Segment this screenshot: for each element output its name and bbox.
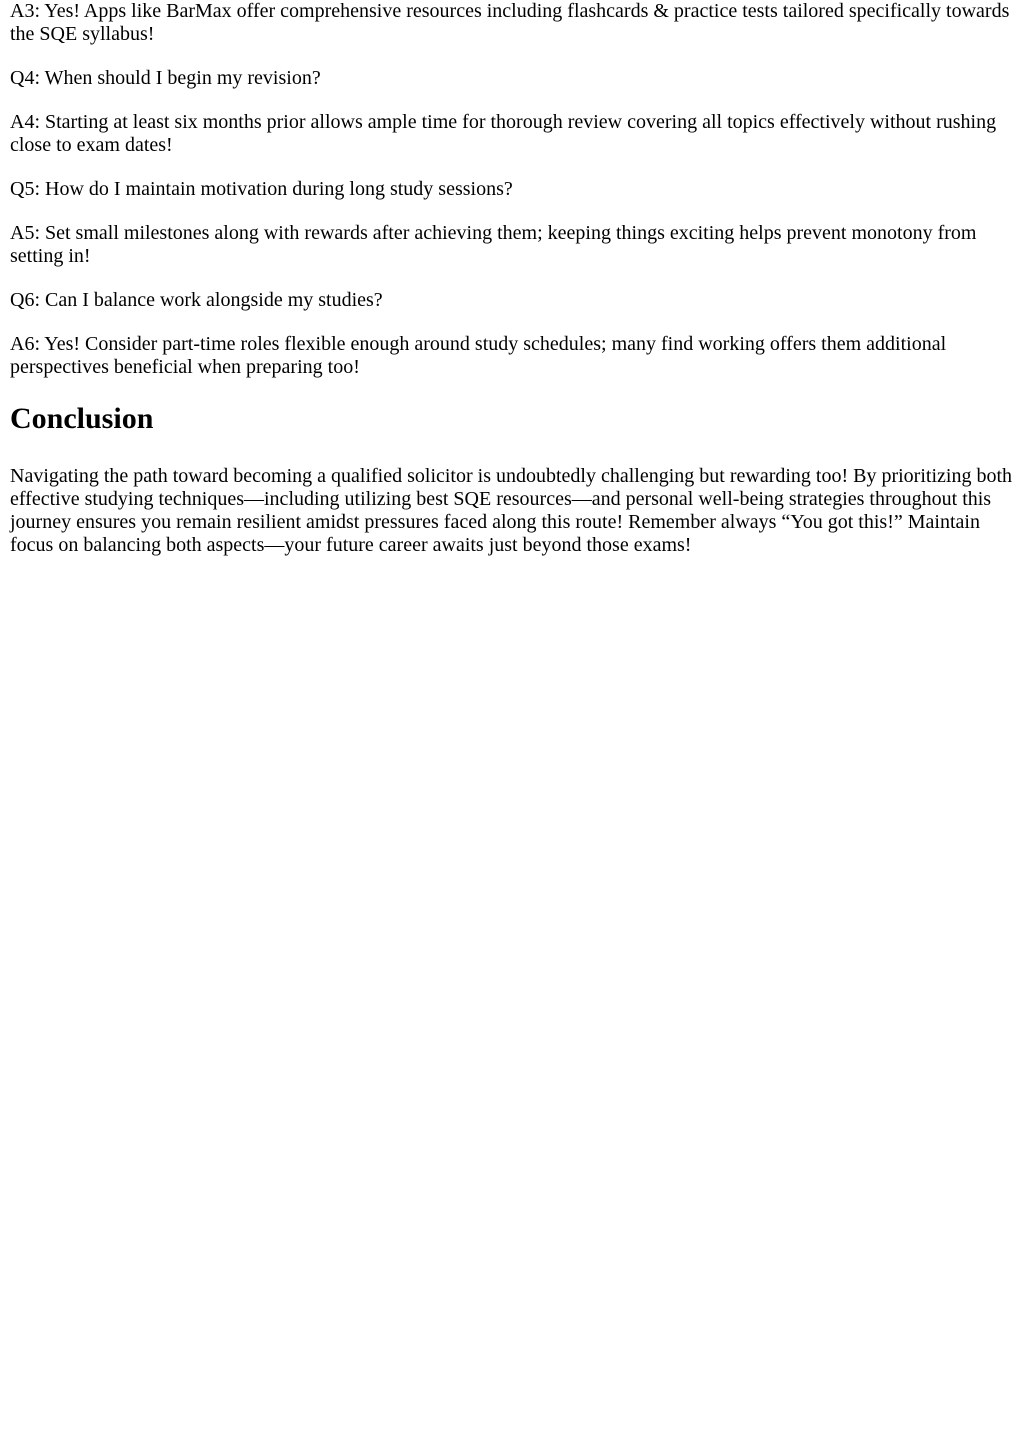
conclusion-paragraph: Navigating the path toward becoming a qualified solicitor is undoubtedly challenging but rewarding too! By prioritizing both effective studying techniques—including utilizing best SQE resources—and personal well-being strategies throughout this journey ensures you remain resilient amidst pressures faced along this route! Remember always “You got this!” Maintain focus on balancing both aspects—your future career awaits just beyond those exams! [10, 465, 1013, 556]
faq-answer-3: A3: Yes! Apps like BarMax offer comprehensive resources including flashcards & practice tests tailored specifically towards the SQE syllabus! [10, 0, 1010, 45]
faq-answer-5: A5: Set small milestones along with rewards after achieving them; keeping things exciting helps prevent monotony from setting in! [10, 222, 977, 267]
conclusion-heading: Conclusion [10, 402, 154, 435]
faq-answer-4: A4: Starting at least six months prior allows ample time for thorough review covering all topics effectively without rushing close to exam dates! [10, 111, 997, 156]
faq-answer-6: A6: Yes! Consider part-time roles flexible enough around study schedules; many find working offers them additional perspectives beneficial when preparing too! [10, 333, 947, 378]
article-body [0, 0, 1024, 557]
faq-question-4: Q4: When should I begin my revision? [10, 67, 321, 89]
faq-question-5: Q5: How do I maintain motivation during long study sessions? [10, 178, 513, 200]
faq-question-6: Q6: Can I balance work alongside my studies? [10, 289, 383, 311]
